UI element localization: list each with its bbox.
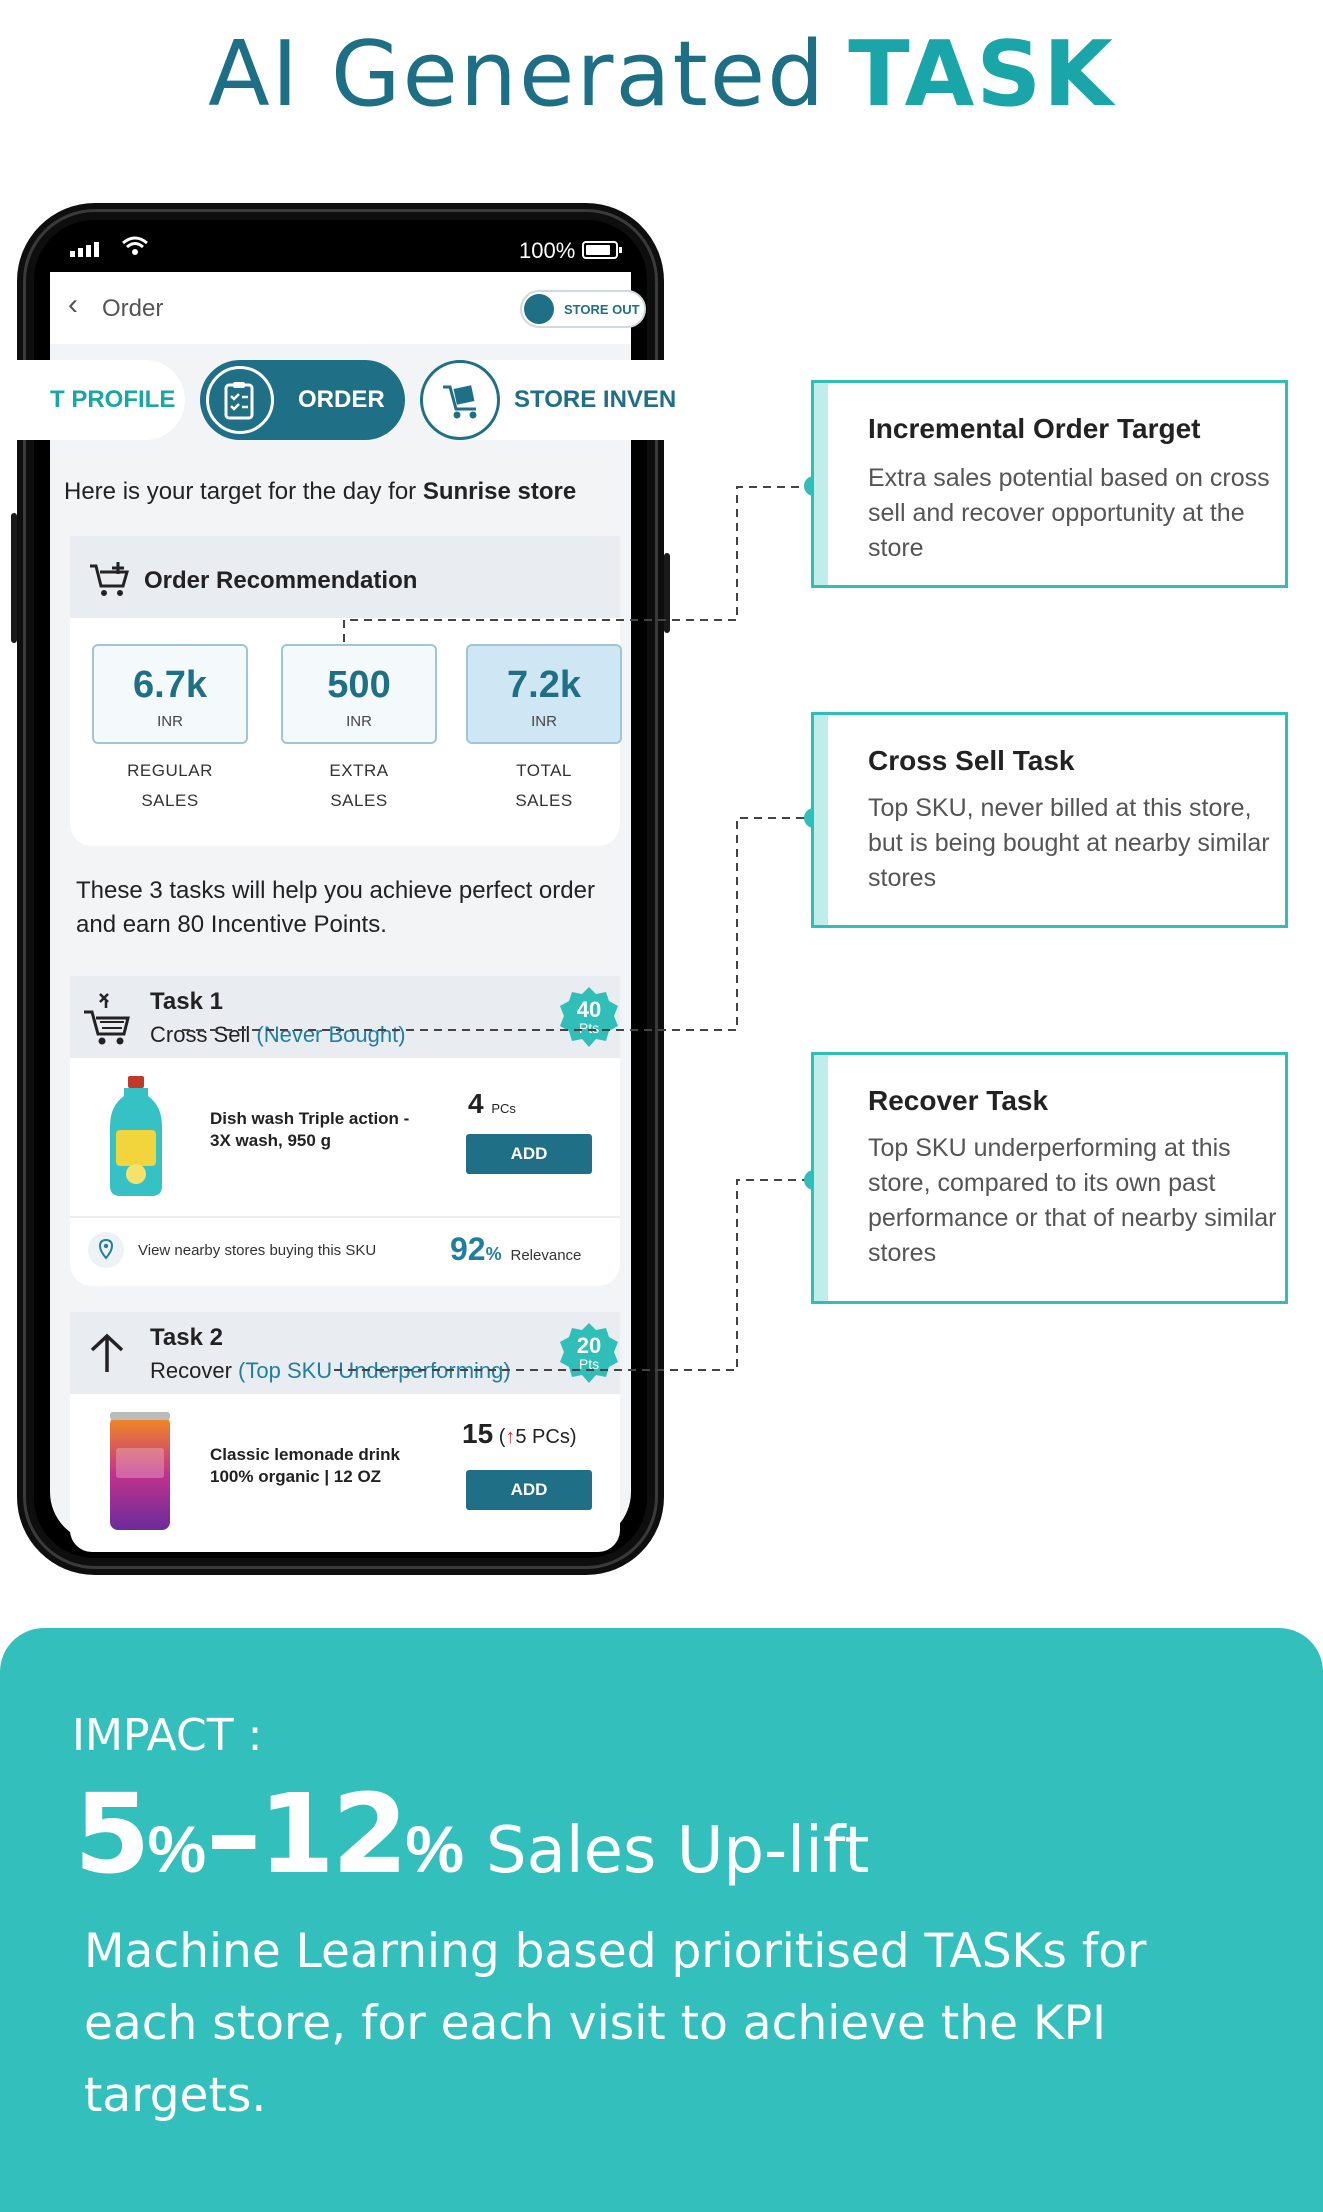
lemonade-can-image (106, 1410, 174, 1534)
product-line2: 3X wash, 950 g (210, 1131, 331, 1150)
callout-recover-task (811, 1052, 1288, 1304)
task-2-quantity (462, 1418, 577, 1450)
relevance-unit: % (485, 1244, 502, 1264)
impact-panel (0, 1628, 1323, 2212)
range-dash: – (206, 1770, 259, 1898)
range-high: 12 (258, 1770, 406, 1898)
points-value: 40 (576, 997, 602, 1022)
impact-label: IMPACT : (72, 1710, 263, 1761)
store-out-label: STORE OUT (564, 302, 640, 317)
product-line1: Dish wash Triple action - (210, 1109, 410, 1128)
product-line1: Classic lemonade drink (210, 1445, 400, 1464)
metric-label-line1: TOTAL (516, 761, 572, 780)
metric-unit: INR (157, 713, 183, 730)
battery-percent: 100% (519, 238, 576, 263)
metric-value: 6.7k (133, 664, 207, 706)
task-1-name: Task 1 (150, 988, 223, 1015)
target-prefix: Here is your target for the day for (64, 478, 423, 505)
qty-extra: 5 PCs) (515, 1426, 577, 1448)
metric-label-line1: EXTRA (329, 761, 389, 780)
percent-sign: % (147, 1812, 207, 1886)
points-label: Pts (578, 1020, 600, 1036)
qty-open: ( (493, 1426, 506, 1448)
task-1-type: Cross Sell (150, 1022, 251, 1047)
recommendation-title: Order Recommendation (144, 567, 418, 594)
points-value: 20 (576, 1333, 602, 1358)
task-1-tag: (Never Bought) (256, 1022, 406, 1047)
metric-label-line1: REGULAR (127, 761, 213, 780)
metric-unit: INR (346, 713, 372, 730)
tab-order-label: ORDER (298, 386, 385, 413)
uplift-label: Sales Up-lift (486, 1814, 870, 1888)
callout-title: Incremental Order Target (868, 413, 1201, 444)
store-name: Sunrise store (422, 478, 577, 505)
task-2-product-name (210, 1444, 400, 1488)
headline-light: AI Generated (208, 22, 827, 127)
task-2-name: Task 2 (150, 1324, 223, 1351)
callout-description: Top SKU, never billed at this store, but is being bought at nearby similar stores (868, 794, 1270, 892)
metric-value: 500 (327, 664, 391, 706)
task-2-tag: (Top SKU Underperforming) (238, 1358, 511, 1383)
impact-description: Machine Learning based prioritised TASKs for each store, for each visit to achieve the KPI targets. (84, 1924, 1147, 2123)
task-1-add-button[interactable]: ADD (466, 1134, 592, 1174)
callout-title: Recover Task (868, 1085, 1049, 1116)
view-nearby-stores-link[interactable]: View nearby stores buying this SKU (138, 1242, 377, 1259)
tasks-intro: These 3 tasks will help you achieve perfect order and earn 80 Incentive Points. (76, 877, 595, 938)
callout-description: Extra sales potential based on cross sell and recover opportunity at the store (868, 464, 1270, 562)
metric-value: 7.2k (507, 664, 581, 706)
arrow-up-red-icon: ↑ (505, 1426, 516, 1448)
callout-title: Cross Sell Task (868, 745, 1075, 776)
qty-unit: PCs (491, 1101, 516, 1116)
metric-label-line2: SALES (141, 791, 199, 810)
percent-sign: % (405, 1812, 464, 1886)
relevance-value: 92 (450, 1231, 486, 1267)
tab-profile-label: T PROFILE (50, 386, 176, 413)
metric-label-line2: SALES (515, 791, 573, 810)
callout-description: Top SKU underperforming at this store, compared to its own past performance or that of nearby similar stores (868, 1134, 1277, 1267)
impact-range (74, 1770, 869, 1898)
task-2-add-button[interactable]: ADD (466, 1470, 592, 1510)
screen-title: Order (102, 295, 164, 322)
metric-label-line2: SALES (330, 791, 388, 810)
product-line2: 100% organic | 12 OZ (210, 1467, 382, 1486)
qty-value: 15 (462, 1418, 494, 1449)
relevance-label: Relevance (510, 1247, 582, 1264)
task-2-type: Recover (150, 1358, 232, 1383)
callout-incremental-order-target (811, 380, 1288, 588)
qty-value: 4 (468, 1088, 484, 1119)
range-low: 5 (74, 1770, 148, 1898)
back-arrow-icon[interactable]: ‹ (68, 288, 78, 321)
tab-store-inventory-label: STORE INVEN (514, 386, 677, 413)
callout-cross-sell-task (811, 712, 1288, 928)
headline-bold: TASK (848, 22, 1115, 127)
points-label: Pts (578, 1356, 600, 1372)
metric-unit: INR (531, 713, 557, 730)
